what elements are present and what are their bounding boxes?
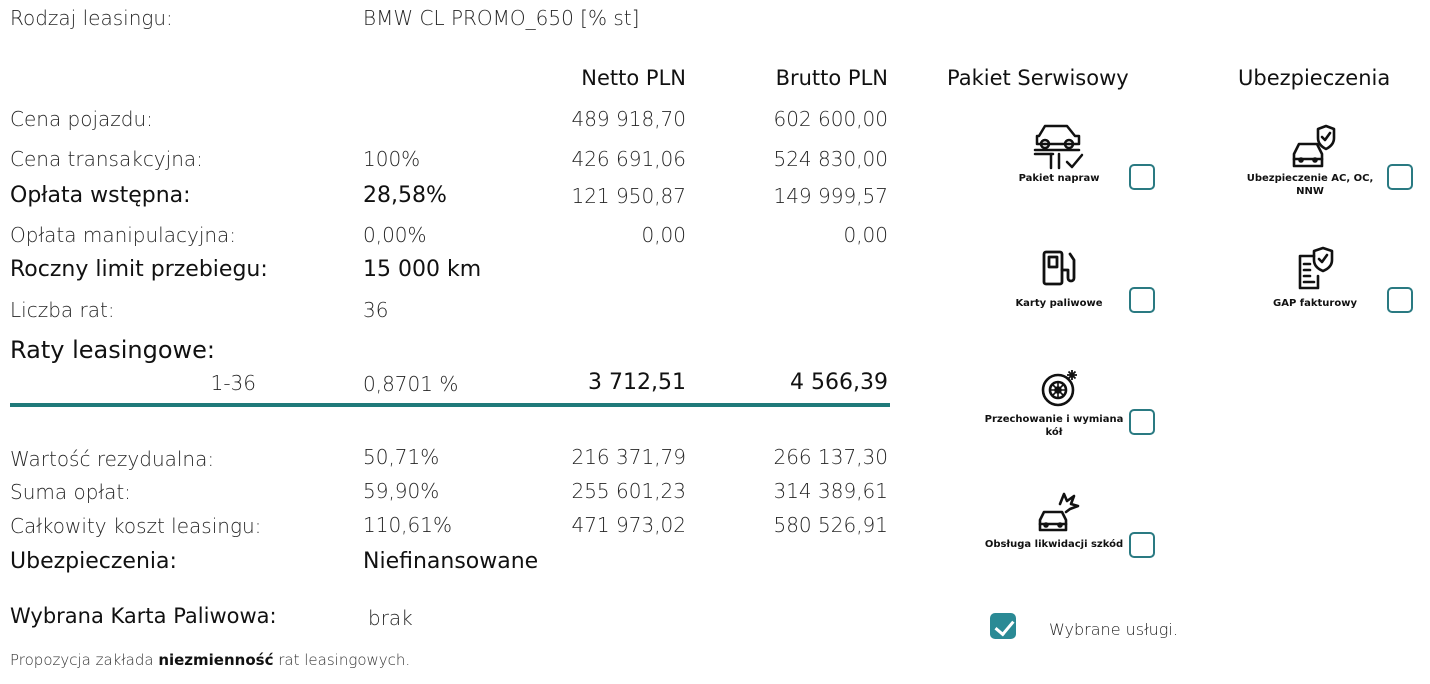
insurances-title: Ubezpieczenia — [1238, 66, 1391, 90]
row-netto: 426 691,06 — [571, 147, 686, 171]
summary-brutto: 314 389,61 — [773, 479, 888, 503]
disclaimer-note: Propozycja zakłada niezmienność rat leasingowych. — [10, 651, 411, 669]
row-pct: 28,58% — [363, 183, 447, 208]
row-label: Liczba rat: — [10, 298, 115, 322]
service-label: Obsługa likwidacji szkód — [984, 539, 1124, 550]
service-checkbox-likwidacja-szkod[interactable] — [1129, 532, 1155, 558]
service-checkbox-pakiet-napraw[interactable] — [1129, 164, 1155, 190]
leasing-type-label: Rodzaj leasingu: — [10, 6, 173, 30]
document-shield-icon — [1296, 246, 1336, 290]
row-label: Opłata wstępna: — [10, 183, 191, 208]
legend-selected-checkbox — [990, 613, 1016, 639]
fuel-card-value: brak — [368, 606, 413, 630]
car-damage-icon — [1036, 490, 1080, 534]
summary-netto: 216 371,79 — [571, 445, 686, 469]
summary-pct: 50,71% — [363, 445, 440, 469]
installment-count: 36 — [363, 298, 389, 322]
row-label: Cena pojazdu: — [10, 107, 153, 131]
car-shield-icon — [1290, 122, 1338, 170]
insurance-value: Niefinansowane — [363, 549, 539, 574]
insurance-item-label: GAP fakturowy — [1273, 298, 1357, 309]
netto-header: Netto PLN — [581, 66, 686, 90]
summary-brutto: 266 137,30 — [773, 445, 888, 469]
car-lift-icon — [1033, 120, 1085, 170]
insurance-checkbox-gap[interactable] — [1387, 287, 1413, 313]
leasing-type-value: BMW CL PROMO_650 [% st] — [363, 6, 640, 30]
service-label: Przechowanie i wymiana kół — [984, 414, 1124, 438]
service-pack-title: Pakiet Serwisowy — [947, 66, 1129, 90]
row-label: Opłata manipulacyjna: — [10, 223, 237, 247]
row-label: Cena transakcyjna: — [10, 147, 203, 171]
installment-brutto: 4 566,39 — [790, 370, 888, 395]
legend-label: Wybrane usługi. — [1049, 620, 1178, 639]
installments-range: 1-36 — [210, 371, 256, 395]
row-netto: 0,00 — [641, 223, 686, 247]
summary-brutto: 580 526,91 — [773, 513, 888, 537]
mileage-limit: 15 000 km — [363, 257, 482, 282]
row-netto: 121 950,87 — [571, 184, 686, 208]
insurance-checkbox-ac-oc-nnw[interactable] — [1387, 164, 1413, 190]
installments-title: Raty leasingowe: — [10, 336, 216, 364]
row-brutto: 602 600,00 — [773, 107, 888, 131]
summary-label: Suma opłat: — [10, 480, 131, 504]
installments-rate: 0,8701 % — [363, 372, 459, 396]
installment-netto: 3 712,51 — [588, 370, 686, 395]
row-netto: 489 918,70 — [571, 107, 686, 131]
summary-label: Całkowity koszt leasingu: — [10, 514, 262, 538]
row-brutto: 524 830,00 — [773, 147, 888, 171]
summary-pct: 59,90% — [363, 479, 440, 503]
row-pct: 0,00% — [363, 223, 427, 247]
fuel-card-label: Wybrana Karta Paliwowa: — [10, 604, 277, 628]
service-label: Pakiet napraw — [1018, 173, 1100, 184]
service-checkbox-przechowanie-kol[interactable] — [1129, 409, 1155, 435]
summary-label: Wartość rezydualna: — [10, 447, 215, 471]
section-divider — [10, 403, 890, 407]
insurance-item-label: Ubezpieczenie AC, OC, NNW — [1246, 173, 1374, 197]
service-checkbox-karty-paliwowe[interactable] — [1129, 287, 1155, 313]
summary-netto: 471 973,02 — [571, 513, 686, 537]
summary-pct: 110,61% — [363, 513, 452, 537]
tire-icon — [1040, 368, 1080, 408]
row-brutto: 0,00 — [843, 223, 888, 247]
insurance-label: Ubezpieczenia: — [10, 549, 177, 574]
fuel-pump-icon — [1040, 248, 1080, 288]
brutto-header: Brutto PLN — [775, 66, 888, 90]
service-label: Karty paliwowe — [1015, 298, 1103, 309]
summary-netto: 255 601,23 — [571, 479, 686, 503]
row-brutto: 149 999,57 — [773, 184, 888, 208]
row-label: Roczny limit przebiegu: — [10, 257, 268, 282]
row-pct: 100% — [363, 147, 421, 171]
